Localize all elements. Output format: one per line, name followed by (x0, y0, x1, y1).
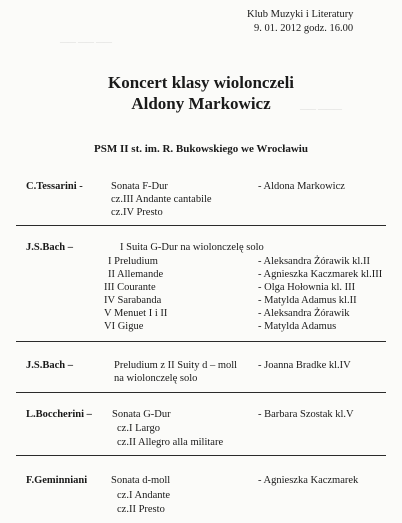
movement-title: cz.III Andante cantabile (111, 194, 212, 205)
section-divider (16, 392, 386, 393)
work-title: Sonata G-Dur (112, 409, 171, 420)
movement-title: cz.IV Presto (111, 207, 163, 218)
work-title: Sonata d-moll (111, 475, 171, 486)
school-name: PSM II st. im. R. Bukowskiego we Wrocławiu (94, 143, 308, 155)
concert-title-line2: Aldony Markowicz (131, 94, 271, 113)
movement-title: IV Sarabanda (104, 295, 162, 306)
performer-name: - Barbara Szostak kl.V (258, 409, 354, 420)
composer-name: J.S.Bach – (26, 242, 73, 253)
performer-name: - Aldona Markowicz (258, 181, 345, 192)
composer-name: L.Boccherini – (26, 409, 92, 420)
performer-name: - Olga Hołownia kl. III (258, 282, 356, 293)
section-divider (16, 225, 386, 226)
composer-name: C.Tessarini - (26, 181, 83, 192)
performer-name: - Matylda Adamus (258, 321, 337, 332)
work-title: Preludium z II Suity d – moll (114, 360, 238, 371)
work-title: Sonata F-Dur (111, 181, 168, 192)
performer-name: - Agnieszka Kaczmarek (258, 475, 359, 486)
work-title: I Suita G-Dur na wiolonczelę solo (120, 242, 264, 253)
performer-name: - Agnieszka Kaczmarek kl.III (258, 269, 383, 280)
composer-name: F.Geminniani (26, 475, 88, 486)
movement-title: III Courante (104, 282, 156, 293)
movement-title: VI Gigue (104, 321, 144, 332)
movement-title: cz.I Largo (117, 423, 160, 434)
performer-name: - Aleksandra Żórawik (258, 308, 350, 319)
work-title-continued: na wiolonczelę solo (114, 373, 198, 384)
movement-title: cz.II Presto (117, 504, 165, 515)
performer-name: - Aleksandra Żórawik kl.II (258, 256, 370, 267)
movement-title: cz.I Andante (117, 490, 171, 501)
bleed-through-mark: —— ——— (300, 104, 342, 113)
concert-date-time: 9. 01. 2012 godz. 16.00 (254, 23, 354, 34)
section-divider (16, 455, 386, 456)
composer-name: J.S.Bach – (26, 360, 73, 371)
performer-name: - Matylda Adamus kl.II (258, 295, 357, 306)
bleed-through-mark: —— —— —— (60, 37, 112, 46)
performer-name: - Joanna Bradke kl.IV (258, 360, 351, 371)
movement-title: I Preludium (108, 256, 158, 267)
movement-title: cz.II Allegro alla militare (117, 437, 224, 448)
movement-title: II Allemande (108, 269, 164, 280)
concert-title-line1: Koncert klasy wiolonczeli (107, 73, 295, 92)
section-divider (16, 341, 386, 342)
movement-title: V Menuet I i II (104, 308, 168, 319)
venue-name: Klub Muzyki i Literatury (247, 9, 354, 20)
